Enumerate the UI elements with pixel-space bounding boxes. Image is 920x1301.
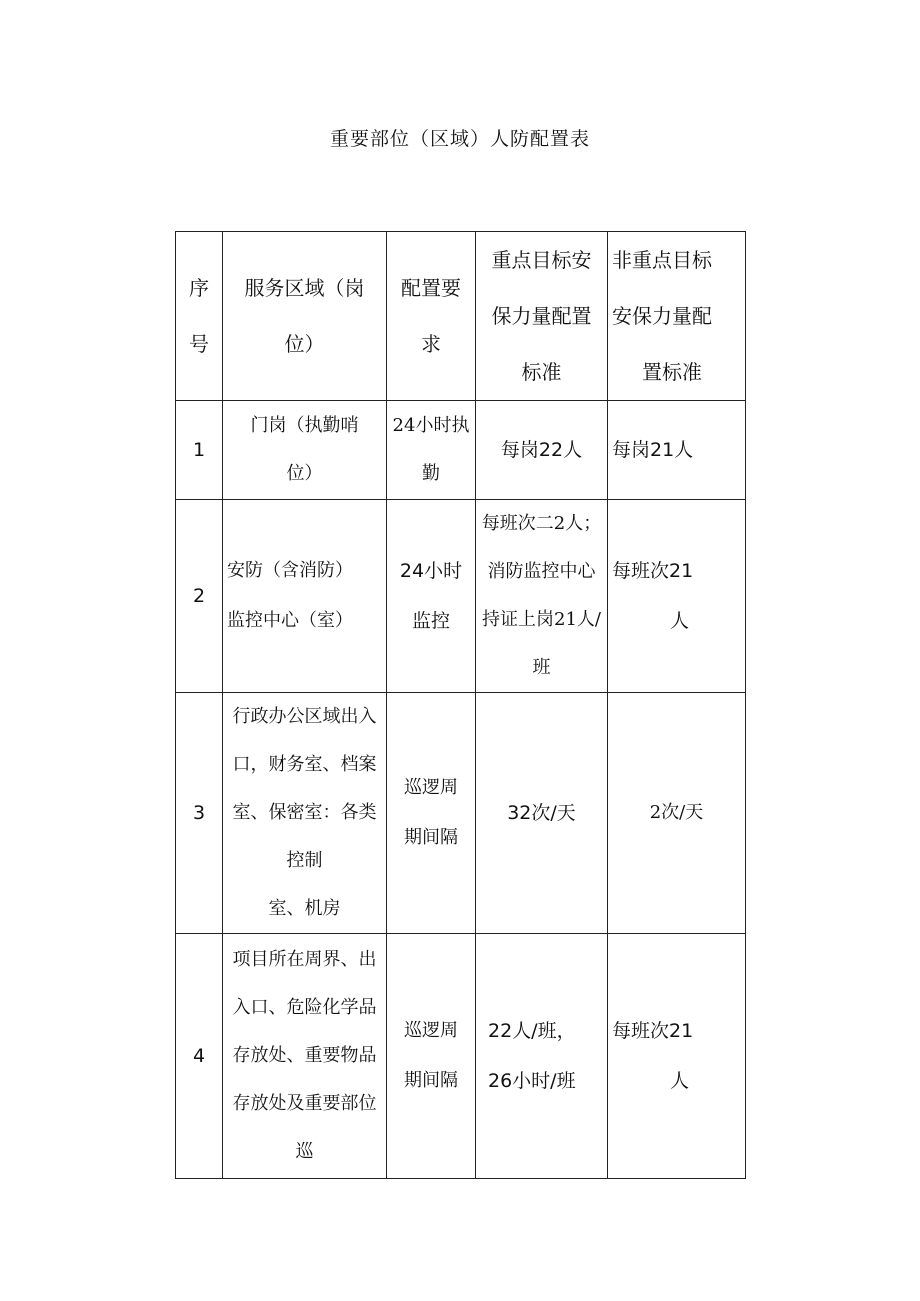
header-seq: 序 号 — [176, 232, 223, 401]
row-seq: 1 — [176, 401, 223, 500]
row-non-key-standard: 每班次21 人 — [608, 500, 746, 693]
header-key-target: 重点目标安 保力量配置 标准 — [476, 232, 608, 401]
row-area: 安防（含消防） 监控中心（室） — [223, 500, 387, 693]
row-area: 行政办公区域出入 口，财务室、档案 室、保密室：各类 控制 室、机房 — [223, 693, 387, 934]
header-non-key-target: 非重点目标 安保力量配 置标准 — [608, 232, 746, 401]
table-row — [176, 500, 746, 693]
row-key-standard: 22人/班， 26小时/班 — [476, 934, 608, 1179]
row-requirement: 24小时 监控 — [387, 500, 476, 693]
page-title: 重要部位（区域）人防配置表 — [329, 128, 590, 150]
header-row — [176, 232, 746, 401]
row-seq: 4 — [176, 934, 223, 1179]
header-requirement: 配置要 求 — [387, 232, 476, 401]
row-area: 门岗（执勤哨 位） — [223, 401, 387, 500]
row-key-standard: 每班次二2人； 消防监控中心 持证上岗21人/ 班 — [476, 500, 608, 693]
row-requirement: 巡逻周 期间隔 — [387, 934, 476, 1179]
header-area: 服务区域（岗 位） — [223, 232, 387, 401]
row-seq: 2 — [176, 500, 223, 693]
row-requirement: 24小时执 勤 — [387, 401, 476, 500]
row-key-standard: 32次/天 — [476, 693, 608, 934]
table-row — [176, 934, 746, 1179]
row-seq: 3 — [176, 693, 223, 934]
row-area: 项目所在周界、出 入口、危险化学品 存放处、重要物品 存放处及重要部位 巡 — [223, 934, 387, 1179]
row-non-key-standard: 每岗21人 — [608, 401, 746, 500]
row-non-key-standard: 每班次21 人 — [608, 934, 746, 1179]
staffing-table — [175, 231, 746, 1179]
row-key-standard: 每岗22人 — [476, 401, 608, 500]
row-requirement: 巡逻周 期间隔 — [387, 693, 476, 934]
table-row — [176, 693, 746, 934]
row-non-key-standard: 2次/天 — [608, 693, 746, 934]
table-row — [176, 401, 746, 500]
